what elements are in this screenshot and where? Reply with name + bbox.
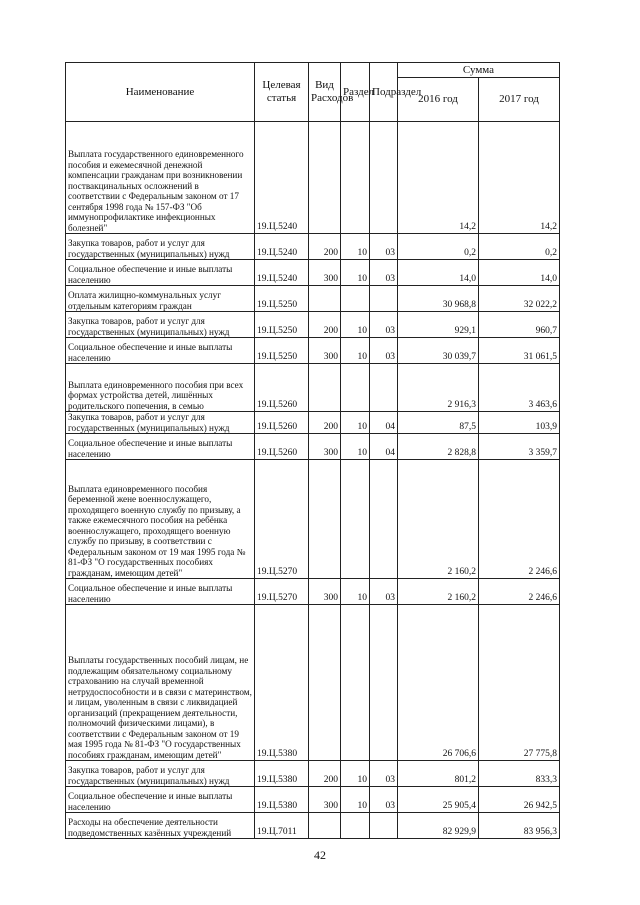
row-name: Выплата единовременного пособия при всех формах устройства детей, лишённых родительского попечения, в семью	[66, 364, 255, 412]
row-name: Выплаты государственных пособий лицам, не подлежащим обязательному социальному страхованию на случай временной нетрудоспособности и в связи с материнством, и лицам, уволенным в связи с ликвидацией организаций (прекращением деятельности, полномочий физическими лицами), в соответствии с Федеральным законом от 19 мая 1995 года № 81-ФЗ "О государственных пособиях гражданам, имеющим детей"	[66, 605, 255, 761]
row-expense-type	[309, 813, 341, 839]
row-expense-type: 300	[309, 579, 341, 605]
row-target-code: 19.Ц.5380	[255, 787, 309, 813]
row-sum-2016: 82 929,9	[398, 813, 479, 839]
row-sum-2017: 833,3	[479, 761, 560, 787]
row-name: Социальное обеспечение и иные выплаты населению	[66, 260, 255, 286]
table-row	[66, 122, 560, 234]
row-sum-2016: 30 968,8	[398, 286, 479, 312]
budget-table	[65, 62, 560, 839]
row-target-code: 19.Ц.5250	[255, 312, 309, 338]
row-target-code: 19.Ц.7011	[255, 813, 309, 839]
table-row	[66, 260, 560, 286]
row-name: Социальное обеспечение и иные выплаты населению	[66, 579, 255, 605]
row-subsection: 03	[370, 787, 398, 813]
row-sum-2017: 2 246,6	[479, 460, 560, 579]
row-expense-type	[309, 605, 341, 761]
row-subsection: 03	[370, 761, 398, 787]
row-subsection	[370, 286, 398, 312]
table-row	[66, 787, 560, 813]
row-name: Социальное обеспечение и иные выплаты населению	[66, 787, 255, 813]
row-sum-2016: 14,2	[398, 122, 479, 234]
row-subsection	[370, 460, 398, 579]
row-subsection: 03	[370, 338, 398, 364]
row-section	[341, 122, 370, 234]
row-name: Выплата государственного единовременного пособия и ежемесячной денежной компенсации гражданам при возникновении поствакцинальных осложнений в соответствии с Федеральным законом от 17 сентября 1998 года № 157-ФЗ "Об иммунопрофилактике инфекционных болезней"	[66, 122, 255, 234]
row-sum-2017: 83 956,3	[479, 813, 560, 839]
row-sum-2016: 2 160,2	[398, 460, 479, 579]
row-expense-type: 200	[309, 412, 341, 434]
row-expense-type: 200	[309, 234, 341, 260]
row-sum-2017: 0,2	[479, 234, 560, 260]
row-section: 10	[341, 579, 370, 605]
table-row	[66, 460, 560, 579]
row-name: Закупка товаров, работ и услуг для государственных (муниципальных) нужд	[66, 234, 255, 260]
row-sum-2016: 929,1	[398, 312, 479, 338]
row-section	[341, 364, 370, 412]
row-subsection: 03	[370, 234, 398, 260]
row-section: 10	[341, 312, 370, 338]
row-target-code: 19.Ц.5250	[255, 286, 309, 312]
row-sum-2017: 27 775,8	[479, 605, 560, 761]
table-row	[66, 312, 560, 338]
header-target: Целевая статья	[255, 63, 309, 122]
row-expense-type	[309, 364, 341, 412]
row-sum-2017: 31 061,5	[479, 338, 560, 364]
header-name: Наименование	[66, 63, 255, 122]
table-row	[66, 286, 560, 312]
row-name: Выплата единовременного пособия беременной жене военнослужащего, проходящего военную службу по призыву, а также ежемесячного пособия на ребёнка военнослужащего, проходящего военную службу по призыву, в соответствии с Федеральным законом от 19 мая 1995 года № 81-ФЗ "О государственных пособиях гражданам, имеющим детей"	[66, 460, 255, 579]
row-sum-2017: 14,0	[479, 260, 560, 286]
table-row	[66, 234, 560, 260]
row-sum-2017: 3 359,7	[479, 434, 560, 460]
row-section	[341, 813, 370, 839]
row-sum-2017: 32 022,2	[479, 286, 560, 312]
row-subsection	[370, 605, 398, 761]
row-target-code: 19.Ц.5240	[255, 260, 309, 286]
row-sum-2016: 2 828,8	[398, 434, 479, 460]
row-section	[341, 605, 370, 761]
row-sum-2016: 87,5	[398, 412, 479, 434]
row-expense-type: 300	[309, 434, 341, 460]
row-target-code: 19.Ц.5240	[255, 234, 309, 260]
row-subsection: 03	[370, 579, 398, 605]
row-name: Закупка товаров, работ и услуг для государственных (муниципальных) нужд	[66, 312, 255, 338]
row-section: 10	[341, 260, 370, 286]
table-row	[66, 605, 560, 761]
row-sum-2017: 3 463,6	[479, 364, 560, 412]
table-row	[66, 761, 560, 787]
table-body	[66, 122, 560, 839]
row-expense-type: 300	[309, 260, 341, 286]
row-sum-2016: 14,0	[398, 260, 479, 286]
row-section: 10	[341, 434, 370, 460]
row-expense-type: 300	[309, 787, 341, 813]
header-section: Раздел	[341, 63, 370, 122]
header-expense-type: Вид Расходов	[309, 63, 341, 122]
row-sum-2016: 2 160,2	[398, 579, 479, 605]
header-subsection: Подраздел	[370, 63, 398, 122]
table-row	[66, 412, 560, 434]
row-sum-2017: 960,7	[479, 312, 560, 338]
table-row	[66, 364, 560, 412]
row-target-code: 19.Ц.5260	[255, 412, 309, 434]
row-name: Расходы на обеспечение деятельности подведомственных казённых учреждений	[66, 813, 255, 839]
row-target-code: 19.Ц.5380	[255, 761, 309, 787]
row-subsection: 03	[370, 312, 398, 338]
row-section: 10	[341, 761, 370, 787]
row-sum-2016: 801,2	[398, 761, 479, 787]
table-row	[66, 579, 560, 605]
row-name: Закупка товаров, работ и услуг для государственных (муниципальных) нужд	[66, 412, 255, 434]
row-target-code: 19.Ц.5240	[255, 122, 309, 234]
row-sum-2017: 103,9	[479, 412, 560, 434]
row-subsection: 04	[370, 434, 398, 460]
table-row	[66, 434, 560, 460]
row-sum-2016: 25 905,4	[398, 787, 479, 813]
row-target-code: 19.Ц.5270	[255, 460, 309, 579]
row-subsection	[370, 122, 398, 234]
table-row	[66, 813, 560, 839]
row-section: 10	[341, 338, 370, 364]
row-section: 10	[341, 412, 370, 434]
header-year-2017: 2017 год	[479, 78, 560, 122]
row-sum-2016: 30 039,7	[398, 338, 479, 364]
row-sum-2016: 26 706,6	[398, 605, 479, 761]
row-name: Социальное обеспечение и иные выплаты населению	[66, 434, 255, 460]
row-sum-2016: 0,2	[398, 234, 479, 260]
row-subsection	[370, 813, 398, 839]
row-expense-type	[309, 460, 341, 579]
row-target-code: 19.Ц.5260	[255, 434, 309, 460]
row-subsection: 04	[370, 412, 398, 434]
row-name: Оплата жилищно-коммунальных услуг отдельным категориям граждан	[66, 286, 255, 312]
row-section: 10	[341, 787, 370, 813]
row-expense-type: 200	[309, 761, 341, 787]
row-target-code: 19.Ц.5270	[255, 579, 309, 605]
row-name: Социальное обеспечение и иные выплаты населению	[66, 338, 255, 364]
row-subsection	[370, 364, 398, 412]
row-sum-2017: 26 942,5	[479, 787, 560, 813]
row-expense-type: 200	[309, 312, 341, 338]
row-target-code: 19.Ц.5260	[255, 364, 309, 412]
row-expense-type	[309, 286, 341, 312]
header-year-2016: 2016 год	[398, 78, 479, 122]
row-target-code: 19.Ц.5380	[255, 605, 309, 761]
row-section	[341, 460, 370, 579]
row-sum-2016: 2 916,3	[398, 364, 479, 412]
row-expense-type	[309, 122, 341, 234]
header-sum: Сумма	[398, 63, 560, 78]
row-sum-2017: 14,2	[479, 122, 560, 234]
row-subsection: 03	[370, 260, 398, 286]
page-number: 42	[314, 848, 326, 862]
row-sum-2017: 2 246,6	[479, 579, 560, 605]
row-name: Закупка товаров, работ и услуг для государственных (муниципальных) нужд	[66, 761, 255, 787]
row-section: 10	[341, 234, 370, 260]
row-target-code: 19.Ц.5250	[255, 338, 309, 364]
table-row	[66, 338, 560, 364]
row-section	[341, 286, 370, 312]
row-expense-type: 300	[309, 338, 341, 364]
